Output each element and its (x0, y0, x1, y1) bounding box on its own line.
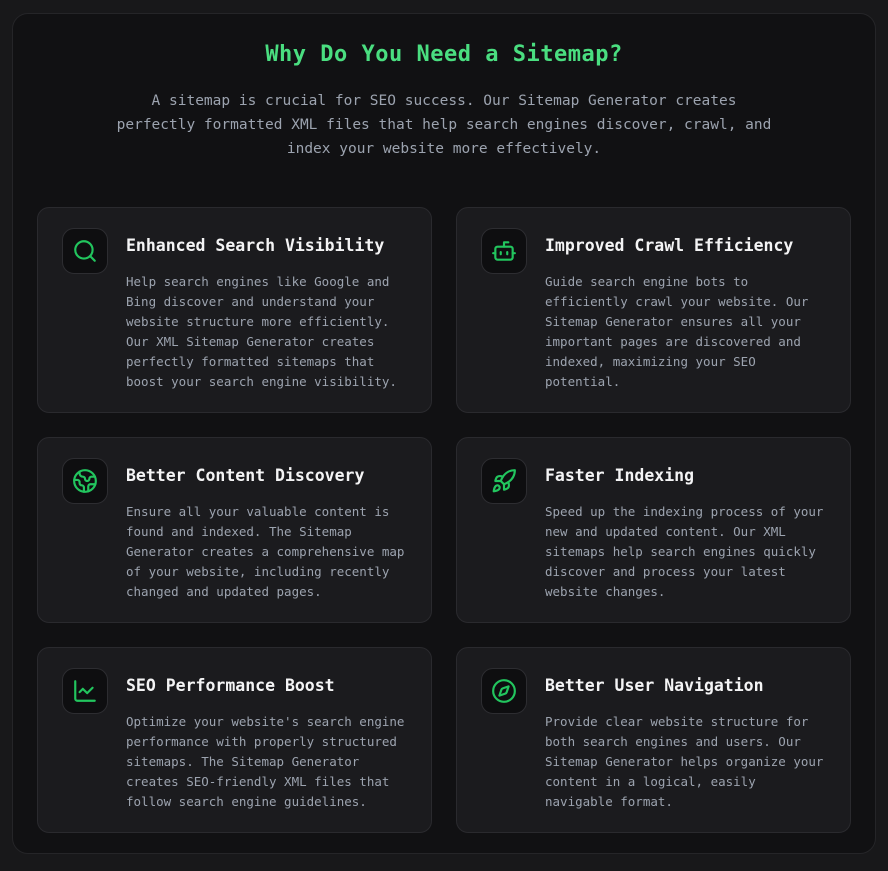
feature-card-faster-indexing (456, 437, 851, 623)
card-title: Faster Indexing (545, 466, 695, 485)
card-description: Provide clear website structure for both search engines and users. Our Sitemap Generator helps organize your content in a logical, easily navigable format. (545, 714, 824, 809)
feature-card-enhanced-search-visibility (37, 207, 432, 413)
card-description: Guide search engine bots to efficiently crawl your website. Our Sitemap Generator ensures all your important pages are discovered and indexed, maximizing your SEO potential. (545, 274, 809, 389)
search-icon (62, 228, 108, 274)
feature-card-better-user-navigation (456, 647, 851, 833)
feature-card-grid (37, 207, 851, 833)
chart-line-icon (62, 668, 108, 714)
benefits-section (12, 13, 876, 854)
card-text (545, 228, 826, 392)
card-title: Improved Crawl Efficiency (545, 236, 794, 255)
feature-card-better-content-discovery (37, 437, 432, 623)
card-description: Speed up the indexing process of your new and updated content. Our XML sitemaps help search engines quickly discover and process your latest website changes. (545, 504, 824, 599)
card-title: Better User Navigation (545, 676, 764, 695)
globe-icon (62, 458, 108, 504)
card-description: Optimize your website's search engine performance with properly structured sitemaps. The Sitemap Generator creates SEO-friendly XML files that follow search engine guidelines. (126, 714, 405, 809)
card-description: Help search engines like Google and Bing discover and understand your website structure more efficiently. Our XML Sitemap Generator creates perfectly formatted sitemaps that boost your search engine visibility. (126, 274, 397, 389)
card-title: Enhanced Search Visibility (126, 236, 385, 255)
page-title: Why Do You Need a Sitemap? (265, 42, 623, 67)
card-title: Better Content Discovery (126, 466, 365, 485)
card-text (126, 228, 407, 392)
feature-card-seo-performance-boost (37, 647, 432, 833)
compass-icon (481, 668, 527, 714)
page-subtitle: A sitemap is crucial for SEO success. Our Sitemap Generator creates perfectly formatted XML files that help search engines discover, crawl, and index your website more effectively. (116, 93, 772, 157)
bot-icon (481, 228, 527, 274)
card-title: SEO Performance Boost (126, 676, 335, 695)
feature-card-improved-crawl-efficiency (456, 207, 851, 413)
card-description: Ensure all your valuable content is found and indexed. The Sitemap Generator creates a comprehensive map of your website, including recently changed and updated pages. (126, 504, 405, 599)
card-text (126, 458, 407, 602)
rocket-icon (481, 458, 527, 504)
section-header (37, 42, 851, 161)
card-text (126, 668, 407, 812)
card-text (545, 458, 826, 602)
card-text (545, 668, 826, 812)
